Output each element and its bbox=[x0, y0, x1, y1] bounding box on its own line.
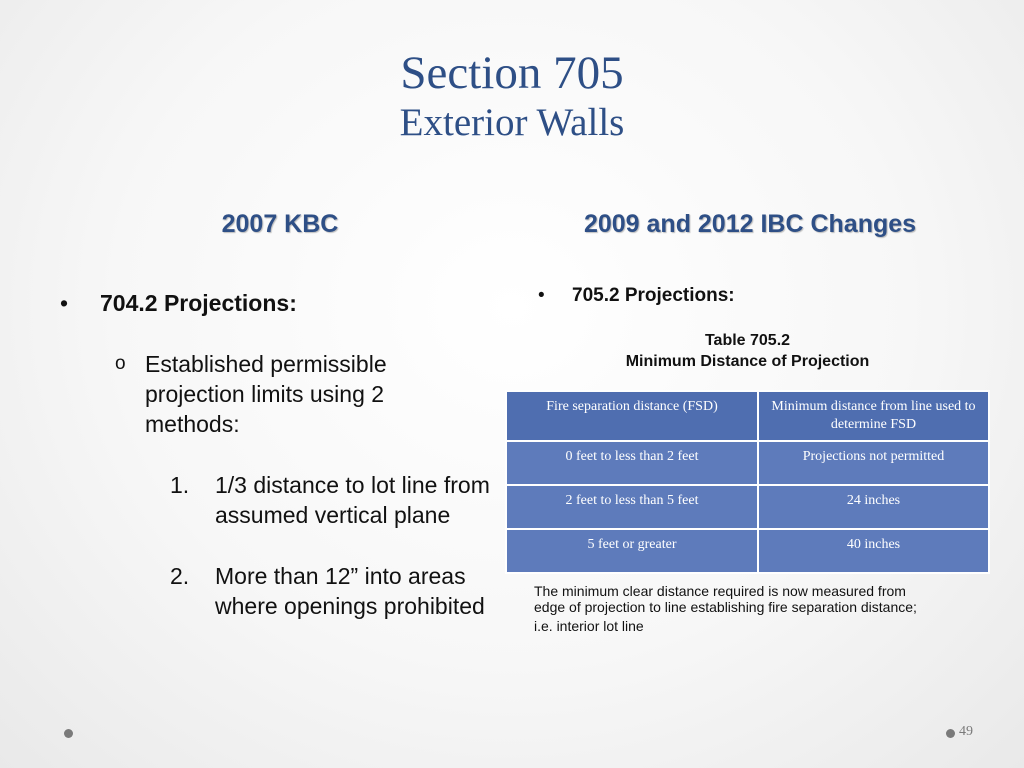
numbered-item-2 bbox=[170, 561, 500, 621]
bullet-dot-icon: • bbox=[538, 285, 545, 306]
numbered-item-1-number: 1. bbox=[170, 472, 190, 498]
table-note-example: i.e. interior lot line bbox=[534, 618, 644, 634]
table-cell: 0 feet to less than 2 feet bbox=[506, 441, 758, 485]
table-note bbox=[534, 583, 934, 634]
left-column-content bbox=[60, 288, 500, 621]
slide-title-sub: Exterior Walls bbox=[399, 101, 625, 144]
right-bullet-text: 705.2 Projections: bbox=[572, 285, 735, 306]
circle-bullet-icon: o bbox=[115, 353, 126, 374]
table-row bbox=[506, 441, 989, 485]
table-note-text: The minimum clear distance required is now measured from edge of projection to line establishing fire separation distance; bbox=[534, 583, 917, 615]
numbered-item-1-text: 1/3 distance to lot line from assumed vertical plane bbox=[215, 472, 490, 528]
table-header-row bbox=[506, 391, 989, 441]
table-cell: 24 inches bbox=[758, 485, 989, 529]
right-column-heading: 2009 and 2012 IBC Changes bbox=[583, 210, 917, 238]
footer-dot-icon bbox=[946, 729, 955, 738]
footer-dot-icon bbox=[64, 729, 73, 738]
page-number: 49 bbox=[959, 724, 973, 739]
table-header-cell: Fire separation distance (FSD) bbox=[506, 391, 758, 441]
numbered-item-2-number: 2. bbox=[170, 563, 190, 589]
table-number: Table 705.2 bbox=[704, 332, 791, 349]
left-column-heading: 2007 KBC bbox=[221, 210, 339, 238]
numbered-item-1 bbox=[170, 470, 500, 530]
table-cell: 40 inches bbox=[758, 529, 989, 573]
right-bullet bbox=[538, 285, 735, 307]
table-row bbox=[506, 485, 989, 529]
left-bullet bbox=[60, 288, 500, 318]
left-sub-bullet bbox=[115, 349, 500, 439]
slide-title-main: Section 705 bbox=[400, 47, 624, 99]
table-caption bbox=[505, 330, 990, 372]
table-header-cell: Minimum distance from line used to determine FSD bbox=[758, 391, 989, 441]
table-cell: Projections not permitted bbox=[758, 441, 989, 485]
numbered-item-2-text: More than 12” into areas where openings prohibited bbox=[215, 563, 485, 619]
table-cell: 2 feet to less than 5 feet bbox=[506, 485, 758, 529]
slide-title bbox=[0, 47, 1024, 144]
table-title: Minimum Distance of Projection bbox=[625, 353, 870, 370]
table-row bbox=[506, 529, 989, 573]
left-bullet-text: 704.2 Projections: bbox=[100, 290, 297, 316]
bullet-dot-icon: • bbox=[60, 290, 69, 316]
left-sub-bullet-text: Established permissible projection limits using 2 methods: bbox=[145, 351, 387, 437]
projection-distance-table bbox=[505, 390, 990, 574]
table-cell: 5 feet or greater bbox=[506, 529, 758, 573]
